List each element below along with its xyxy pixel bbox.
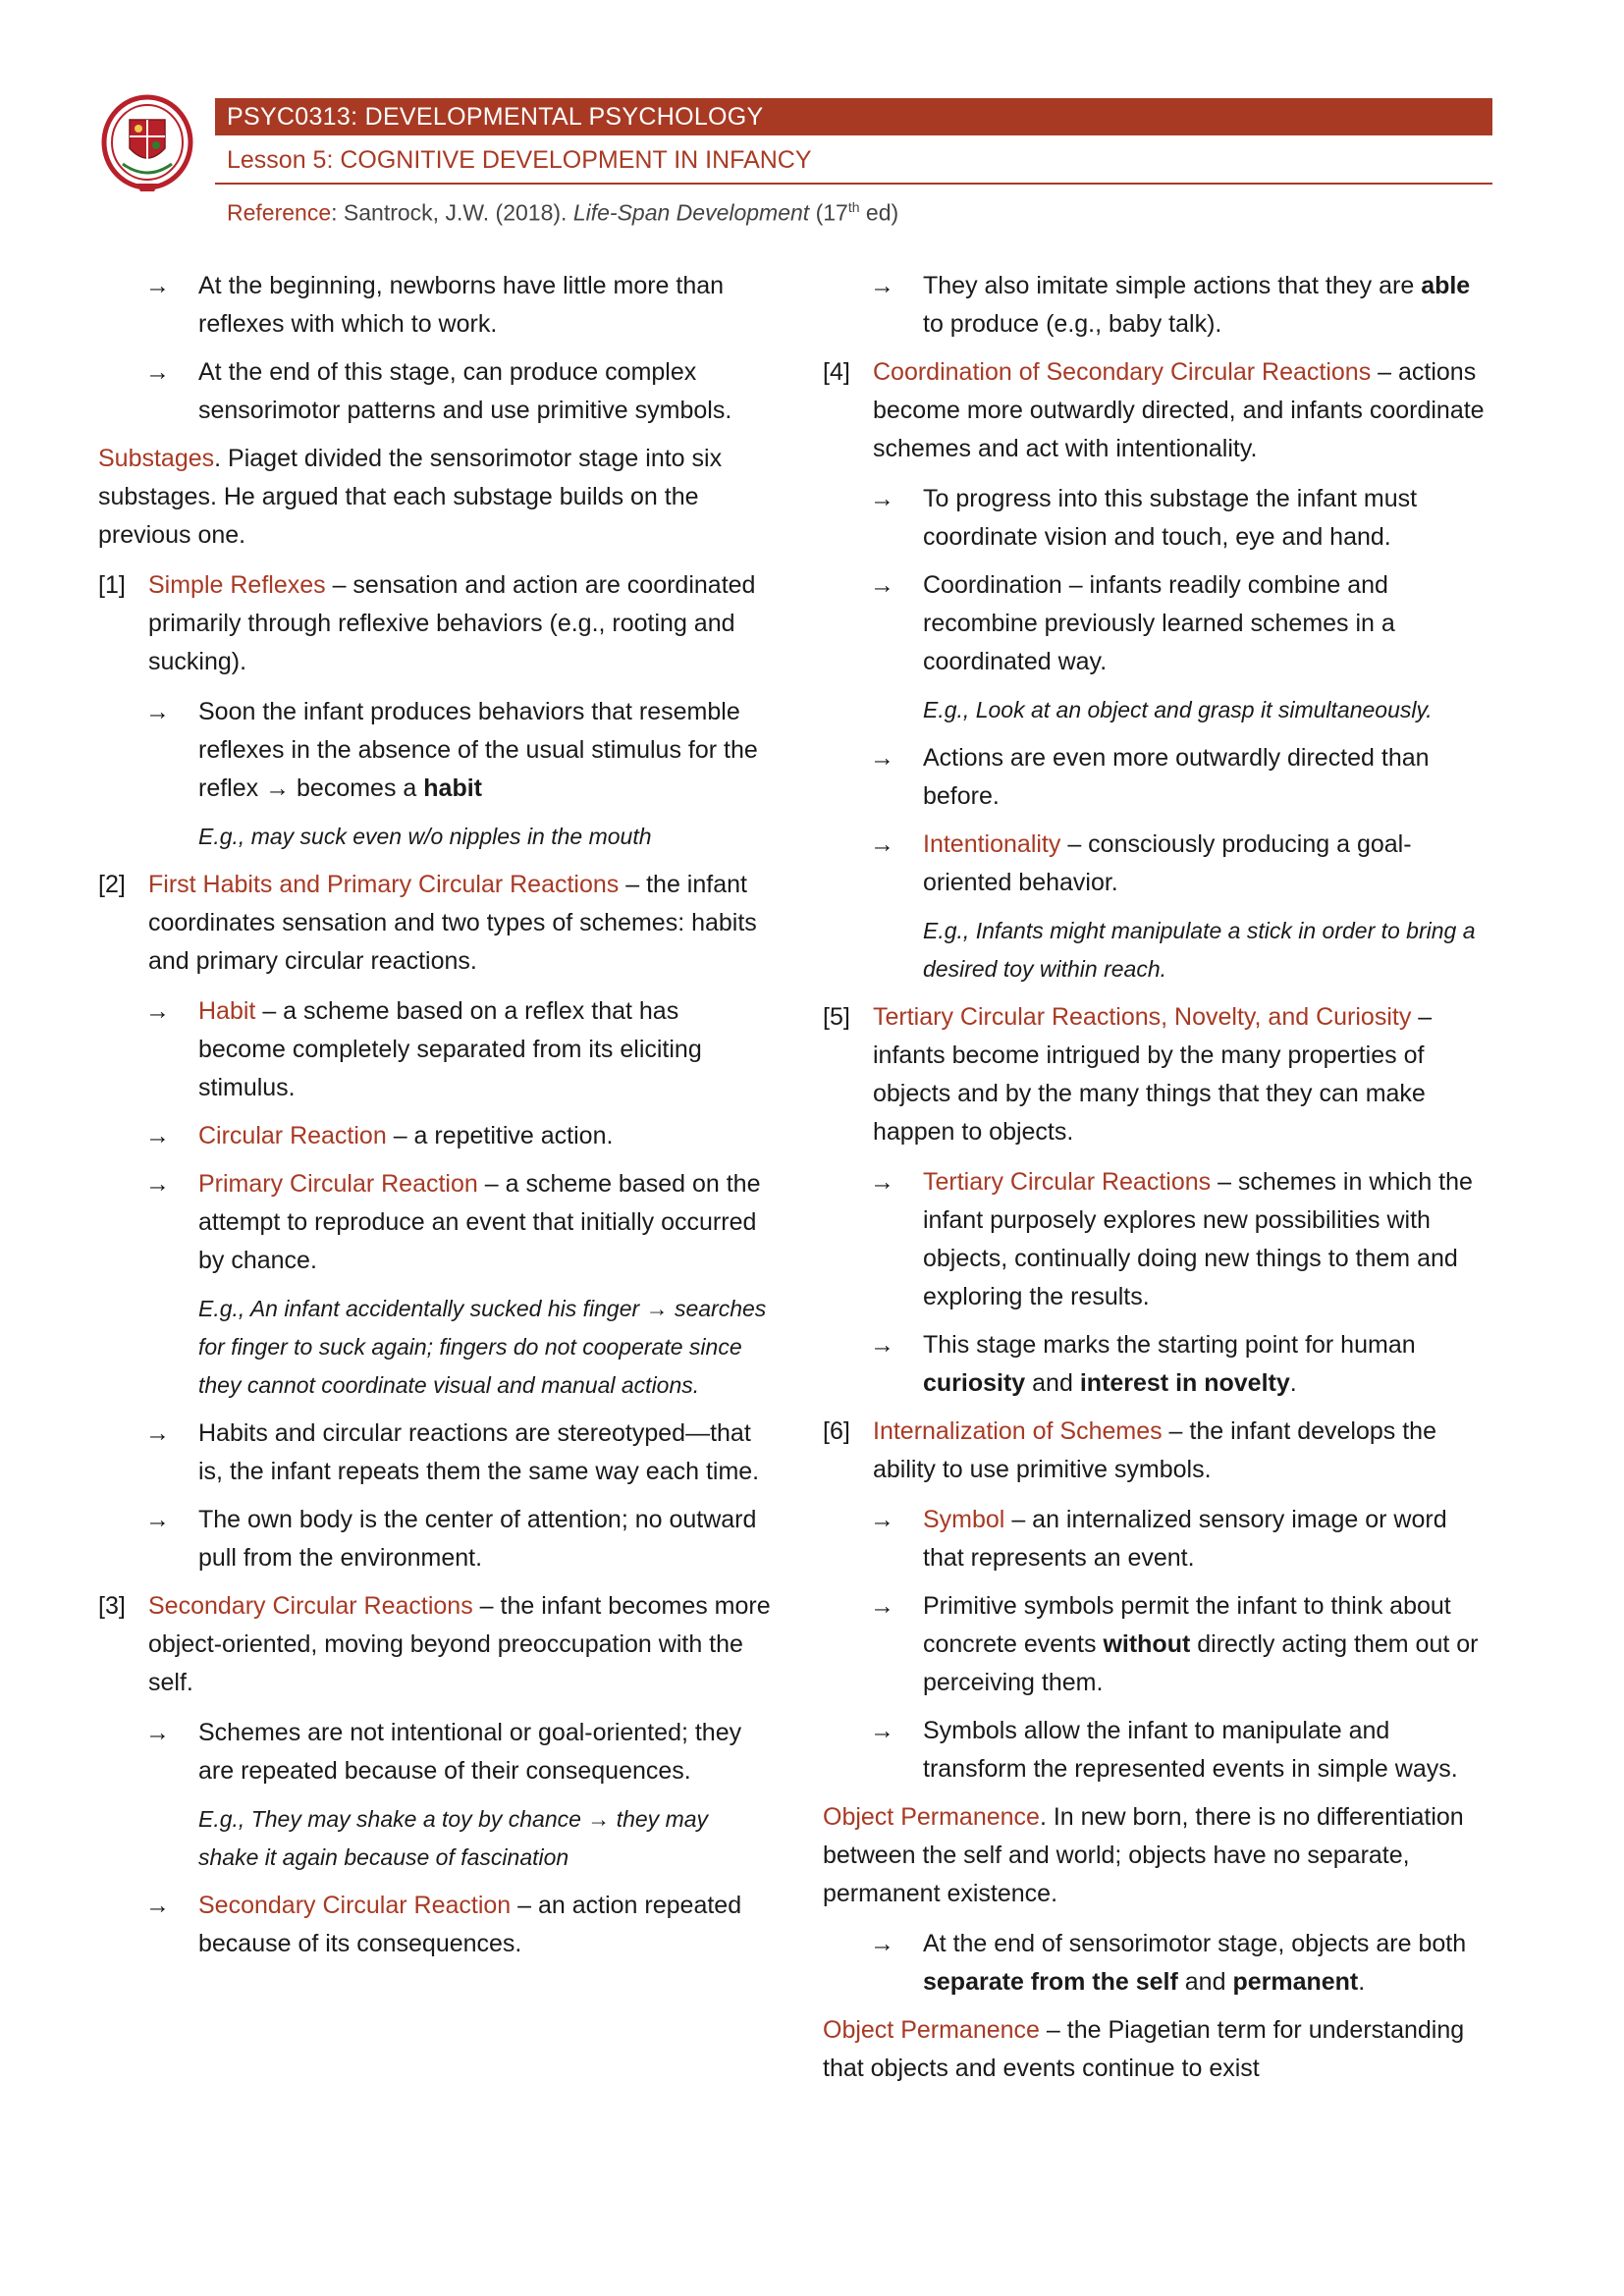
bullet-text: Coordination – infants readily combine and recombine previously learned schemes in a coordinated way. (923, 571, 1395, 675)
substages-text: . Piaget divided the sensorimotor stage into six substages. He argued that each substage builds on the previous one. (98, 445, 723, 549)
substage-text: – sensation and action are coordinated primarily through reflexive behaviors (e.g., rooting and sucking). (148, 571, 756, 675)
bullet-item (823, 1163, 1490, 1316)
bullet-text-end: . (1358, 1968, 1366, 1996)
bullet-text-end: to produce (e.g., baby talk). (923, 310, 1222, 338)
arrow-icon: → (870, 830, 894, 858)
bullet-item (823, 1925, 1490, 2002)
substage-number: [2] (98, 871, 126, 898)
bullet-text: To progress into this substage the infant must coordinate vision and touch, eye and hand. (923, 485, 1418, 551)
object-permanence-definition (823, 2011, 1490, 2088)
arrow-icon: → (145, 1122, 170, 1149)
arrow-icon: → (870, 571, 894, 599)
primary-circular-reaction-term: Primary Circular Reaction (198, 1170, 478, 1198)
bullet-text: This stage marks the starting point for human (923, 1331, 1416, 1359)
bullet-text: Soon the infant produces behaviors that resemble reflexes in the absence of the usual stimulus for the reflex → becomes a (198, 698, 758, 802)
bold-term: interest in novelty (1079, 1369, 1290, 1397)
reference-label: Reference (227, 199, 332, 226)
object-permanence-term: Object Permanence (823, 2016, 1040, 2044)
bullet-item (98, 353, 771, 430)
object-permanence-term: Object Permanence (823, 1803, 1040, 1831)
bold-term: able (1421, 272, 1471, 299)
substage-1 (98, 566, 771, 681)
bullet-item (98, 992, 771, 1107)
tertiary-circular-reactions-term: Tertiary Circular Reactions (923, 1168, 1212, 1196)
bullet-text: – schemes in which the infant purposely explores new possibilities with objects, continually doing new things to them and exploring the results. (923, 1168, 1473, 1310)
example-text: E.g., Infants might manipulate a stick in order to bring a desired toy within reach. (923, 918, 1476, 982)
bullet-item (823, 1326, 1490, 1403)
arrow-icon: → (145, 1170, 170, 1198)
bullet-item (823, 826, 1490, 902)
bullet-text: – a scheme based on a reflex that has become completely separated from its eliciting stimulus. (198, 997, 702, 1101)
example-text: E.g., may suck even w/o nipples in the mouth (198, 824, 652, 849)
substage-number: [4] (823, 358, 850, 386)
bullet-text: They also imitate simple actions that they are (923, 272, 1422, 299)
bullet-text: At the end of this stage, can produce complex sensorimotor patterns and use primitive symbols. (198, 358, 732, 424)
substage-text: – actions become more outwardly directed, and infants coordinate schemes and act with intentionality. (873, 358, 1485, 462)
arrow-icon: → (145, 1719, 170, 1746)
arrow-icon: → (870, 1717, 894, 1744)
bullet-text: The own body is the center of attention; no outward pull from the environment. (198, 1506, 757, 1572)
bullet-item (98, 1714, 771, 1790)
arrow-icon: → (145, 358, 170, 386)
paragraph-text: . In new born, there is no differentiation between the self and world; objects have no separate, permanent existence. (823, 1803, 1464, 1907)
symbol-term: Symbol (923, 1506, 1005, 1533)
reference-line (227, 199, 898, 227)
bullet-text: Primitive symbols permit the infant to think about concrete events (923, 1592, 1451, 1658)
arrow-icon: → (870, 1331, 894, 1359)
example-text: E.g., An infant accidentally sucked his finger → searches for finger to suck again; fingers do not cooperate since they cannot coordinate visual and manual actions. (198, 1296, 767, 1398)
example-text: E.g., They may shake a toy by chance → they may shake it again because of fascination (198, 1806, 709, 1870)
lesson-title: Lesson 5: COGNITIVE DEVELOPMENT IN INFANCY (215, 143, 1492, 185)
arrow-icon: → (870, 1168, 894, 1196)
arrow-icon: → (145, 1506, 170, 1533)
arrow-icon: → (145, 272, 170, 299)
reference-book-title: Life-Span Development (572, 199, 810, 226)
substage-term: Simple Reflexes (148, 571, 326, 599)
substage-4 (823, 353, 1490, 468)
arrow-icon: → (870, 1592, 894, 1620)
arrow-icon: → (145, 1419, 170, 1447)
bullet-text-mid: and (1025, 1369, 1080, 1397)
substage-5 (823, 998, 1490, 1151)
arrow-icon: → (870, 272, 894, 299)
bullet-text: – a scheme based on the attempt to reproduce an event that initially occurred by chance. (198, 1170, 761, 1274)
substage-3 (98, 1587, 771, 1702)
substage-number: [5] (823, 1003, 850, 1031)
course-title-bar: PSYC0313: DEVELOPMENTAL PSYCHOLOGY (215, 98, 1492, 135)
paragraph-text: – the Piagetian term for understanding that objects and events continue to exist (823, 2016, 1465, 2082)
substage-term: Internalization of Schemes (873, 1417, 1163, 1445)
substage-number: [1] (98, 571, 126, 599)
bold-term: curiosity (923, 1369, 1026, 1397)
habit-term: Habit (198, 997, 256, 1025)
bullet-text-mid: and (1177, 1968, 1233, 1996)
arrow-icon: → (870, 744, 894, 772)
bullet-item (823, 1501, 1490, 1577)
bullet-item (98, 1887, 771, 1963)
bold-term: separate from the self (923, 1968, 1178, 1996)
bullet-text: Habits and circular reactions are stereotyped—that is, the infant repeats them the same way each time. (198, 1419, 760, 1485)
bullet-text-end: directly acting them out or perceiving them. (923, 1630, 1479, 1696)
arrow-icon: → (870, 1506, 894, 1533)
arrow-icon: → (145, 1892, 170, 1919)
bullet-item (823, 566, 1490, 681)
substage-2 (98, 866, 771, 981)
bullet-text: Schemes are not intentional or goal-oriented; they are repeated because of their consequences. (198, 1719, 742, 1785)
substage-text: – infants become intrigued by the many properties of objects and by the many things that they can make happen to objects. (873, 1003, 1433, 1146)
bullet-item (98, 693, 771, 808)
substage-6 (823, 1413, 1490, 1489)
substage-text: – the infant coordinates sensation and two types of schemes: habits and primary circular reactions. (148, 871, 757, 975)
substages-term: Substages (98, 445, 215, 472)
substages-paragraph (98, 440, 771, 555)
intentionality-term: Intentionality (923, 830, 1061, 858)
substage-number: [6] (823, 1417, 850, 1445)
bullet-item (823, 480, 1490, 557)
reference-edition: (17 (809, 199, 848, 226)
substage-term: Coordination of Secondary Circular Reactions (873, 358, 1372, 386)
bullet-item (823, 739, 1490, 816)
bullet-item (98, 1117, 771, 1155)
bullet-text-end: . (1289, 1369, 1297, 1397)
bullet-item (98, 1165, 771, 1280)
arrow-icon: → (145, 698, 170, 725)
bold-term: without (1103, 1630, 1191, 1658)
university-seal-logo (101, 93, 193, 201)
substage-text: – the infant develops the ability to use primitive symbols. (873, 1417, 1436, 1483)
example-text: E.g., Look at an object and grasp it simultaneously. (923, 697, 1433, 722)
bullet-text: At the end of sensorimotor stage, objects are both (923, 1930, 1467, 1957)
circular-reaction-term: Circular Reaction (198, 1122, 387, 1149)
bold-term: habit (423, 774, 482, 802)
left-column (98, 267, 771, 1973)
bullet-item (98, 1501, 771, 1577)
substage-number: [3] (98, 1592, 126, 1620)
bullet-item (98, 267, 771, 344)
right-column (823, 267, 1490, 2100)
reference-text: : Santrock, J.W. (2018). (331, 199, 573, 226)
arrow-icon: → (870, 485, 894, 512)
bullet-item (823, 1587, 1490, 1702)
bullet-item (823, 267, 1490, 344)
substage-text: – the infant becomes more object-oriented, moving beyond preoccupation with the self. (148, 1592, 771, 1696)
bullet-item (823, 1712, 1490, 1789)
bullet-text: At the beginning, newborns have little more than reflexes with which to work. (198, 272, 725, 338)
reference-edition-sup: th (847, 199, 860, 215)
bullet-text: – consciously producing a goal-oriented behavior. (923, 830, 1412, 896)
arrow-icon: → (870, 1930, 894, 1957)
bullet-text: – an internalized sensory image or word that represents an event. (923, 1506, 1447, 1572)
substage-term: First Habits and Primary Circular Reactions (148, 871, 620, 898)
bullet-text: – an action repeated because of its consequences. (198, 1892, 742, 1957)
object-permanence-paragraph (823, 1798, 1490, 1913)
substage-term: Secondary Circular Reactions (148, 1592, 473, 1620)
reference-edition-end: ed) (859, 199, 899, 226)
secondary-circular-reaction-term: Secondary Circular Reaction (198, 1892, 512, 1919)
bullet-item (98, 1415, 771, 1491)
substage-term: Tertiary Circular Reactions, Novelty, and Curiosity (873, 1003, 1412, 1031)
bold-term: permanent (1232, 1968, 1359, 1996)
bullet-text: Actions are even more outwardly directed than before. (923, 744, 1430, 810)
arrow-icon: → (145, 997, 170, 1025)
bullet-text: Symbols allow the infant to manipulate and transform the represented events in simple ways. (923, 1717, 1458, 1783)
bullet-text: – a repetitive action. (386, 1122, 614, 1149)
